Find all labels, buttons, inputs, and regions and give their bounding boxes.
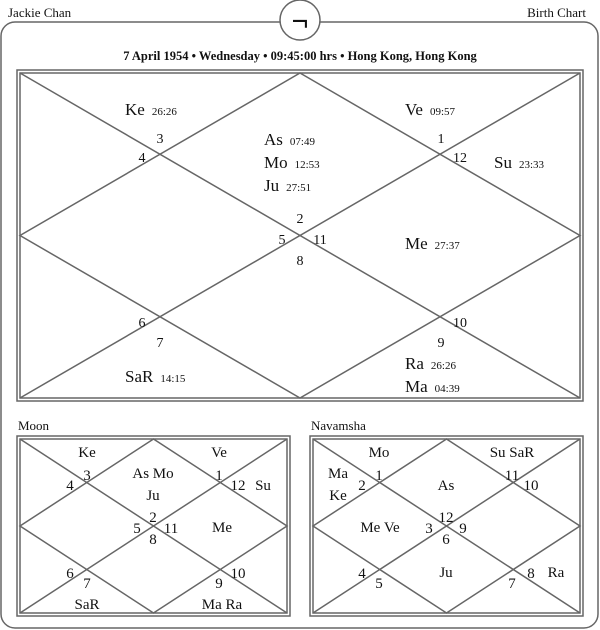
moon-cell-bottom-right: Ma Ra <box>201 597 243 613</box>
house-number-12: 12 <box>453 151 467 166</box>
house-number-11: 11 <box>313 233 327 248</box>
moon-cell-right-mid: Me <box>212 520 232 536</box>
navamsha-house-c: 1 <box>375 468 383 484</box>
house-number-9: 9 <box>437 336 445 351</box>
planet-ma: Ma 04:39 <box>405 377 460 396</box>
navamsha-cell-center-bottom: Ju <box>439 565 453 581</box>
navamsha-chart-title: Navamsha <box>311 418 366 433</box>
house-number-2: 2 <box>296 212 304 227</box>
moon-house-8: 8 <box>149 532 157 548</box>
logo-icon: ¬ <box>291 5 309 38</box>
house-number-4: 4 <box>138 151 146 166</box>
planet-sar: SaR 14:15 <box>125 367 186 386</box>
navamsha-house-k: 5 <box>375 576 383 592</box>
navamsha-house-b: 3 <box>425 521 433 537</box>
navamsha-cell-right-lower: Ra <box>547 565 565 581</box>
navamsha-chart <box>310 436 583 616</box>
planet-ve: Ve 09:57 <box>405 100 456 119</box>
moon-cell-top: As Mo <box>132 466 174 482</box>
moon-house-3: 3 <box>83 468 91 484</box>
navamsha-cell-left-mid: Me Ve <box>360 520 400 536</box>
outer-frame <box>1 22 598 628</box>
navamsha-cell-left-upper2: Ke <box>329 488 347 504</box>
navamsha-cell-top: As <box>437 478 455 494</box>
navamsha-cell-upper-right: Su SaR <box>489 445 535 461</box>
navamsha-house-a: 12 <box>438 510 454 526</box>
planet-ju: Ju 27:51 <box>264 176 312 195</box>
planet-mo: Mo 12:53 <box>264 153 320 172</box>
navamsha-house-f: 4 <box>358 566 366 582</box>
main-planets <box>125 100 545 396</box>
moon-house-4: 4 <box>66 478 74 494</box>
moon-cell-top2: Ju <box>146 488 160 504</box>
moon-cell-bottom-left: SaR <box>74 597 100 613</box>
moon-house-6: 6 <box>66 566 74 582</box>
navamsha-house-d: 11 <box>504 468 520 484</box>
moon-house-7: 7 <box>83 576 91 592</box>
house-number-10: 10 <box>453 316 467 331</box>
moon-house-9: 9 <box>215 576 223 592</box>
house-number-7: 7 <box>156 336 164 351</box>
moon-house-2: 2 <box>149 510 157 526</box>
moon-cell-right-upper: Su <box>255 478 271 494</box>
navamsha-house-g: 6 <box>442 532 450 548</box>
logo-badge <box>280 0 320 40</box>
main-chart <box>17 70 583 401</box>
chart-title: Birth Chart <box>527 5 586 20</box>
birth-details: 7 April 1954 • Wednesday • 09:45:00 hrs • Hong Kong, Hong Kong <box>123 49 477 63</box>
navamsha-house-j: 10 <box>523 478 539 494</box>
navamsha-house-h: 7 <box>508 576 516 592</box>
house-number-3: 3 <box>156 132 164 147</box>
person-name: Jackie Chan <box>8 5 72 20</box>
house-number-8: 8 <box>296 254 304 269</box>
navamsha-house-l: 8 <box>527 566 535 582</box>
navamsha-house-e: 9 <box>459 521 467 537</box>
navamsha-cell-left-upper: Ma <box>328 466 348 482</box>
house-number-1: 1 <box>437 132 445 147</box>
moon-house-11: 11 <box>163 521 179 537</box>
house-number-5: 5 <box>278 233 286 248</box>
moon-house-12: 12 <box>230 478 246 494</box>
navamsha-house-i: 2 <box>358 478 366 494</box>
moon-house-5: 5 <box>133 521 141 537</box>
planet-ra: Ra 26:26 <box>405 354 456 373</box>
moon-house-10: 10 <box>230 566 246 582</box>
planet-ke: Ke 26:26 <box>125 100 177 119</box>
moon-cell-upper-right: Ve <box>211 445 227 461</box>
moon-chart <box>17 436 290 616</box>
planet-su: Su 23:33 <box>494 153 545 172</box>
planet-as: As 07:49 <box>264 130 315 149</box>
house-number-6: 6 <box>138 316 146 331</box>
moon-chart-title: Moon <box>18 418 50 433</box>
moon-house-1: 1 <box>215 468 223 484</box>
navamsha-cell-upper-left: Mo <box>368 445 390 461</box>
planet-me: Me 27:37 <box>405 234 460 253</box>
moon-cell-upper-left: Ke <box>78 445 96 461</box>
